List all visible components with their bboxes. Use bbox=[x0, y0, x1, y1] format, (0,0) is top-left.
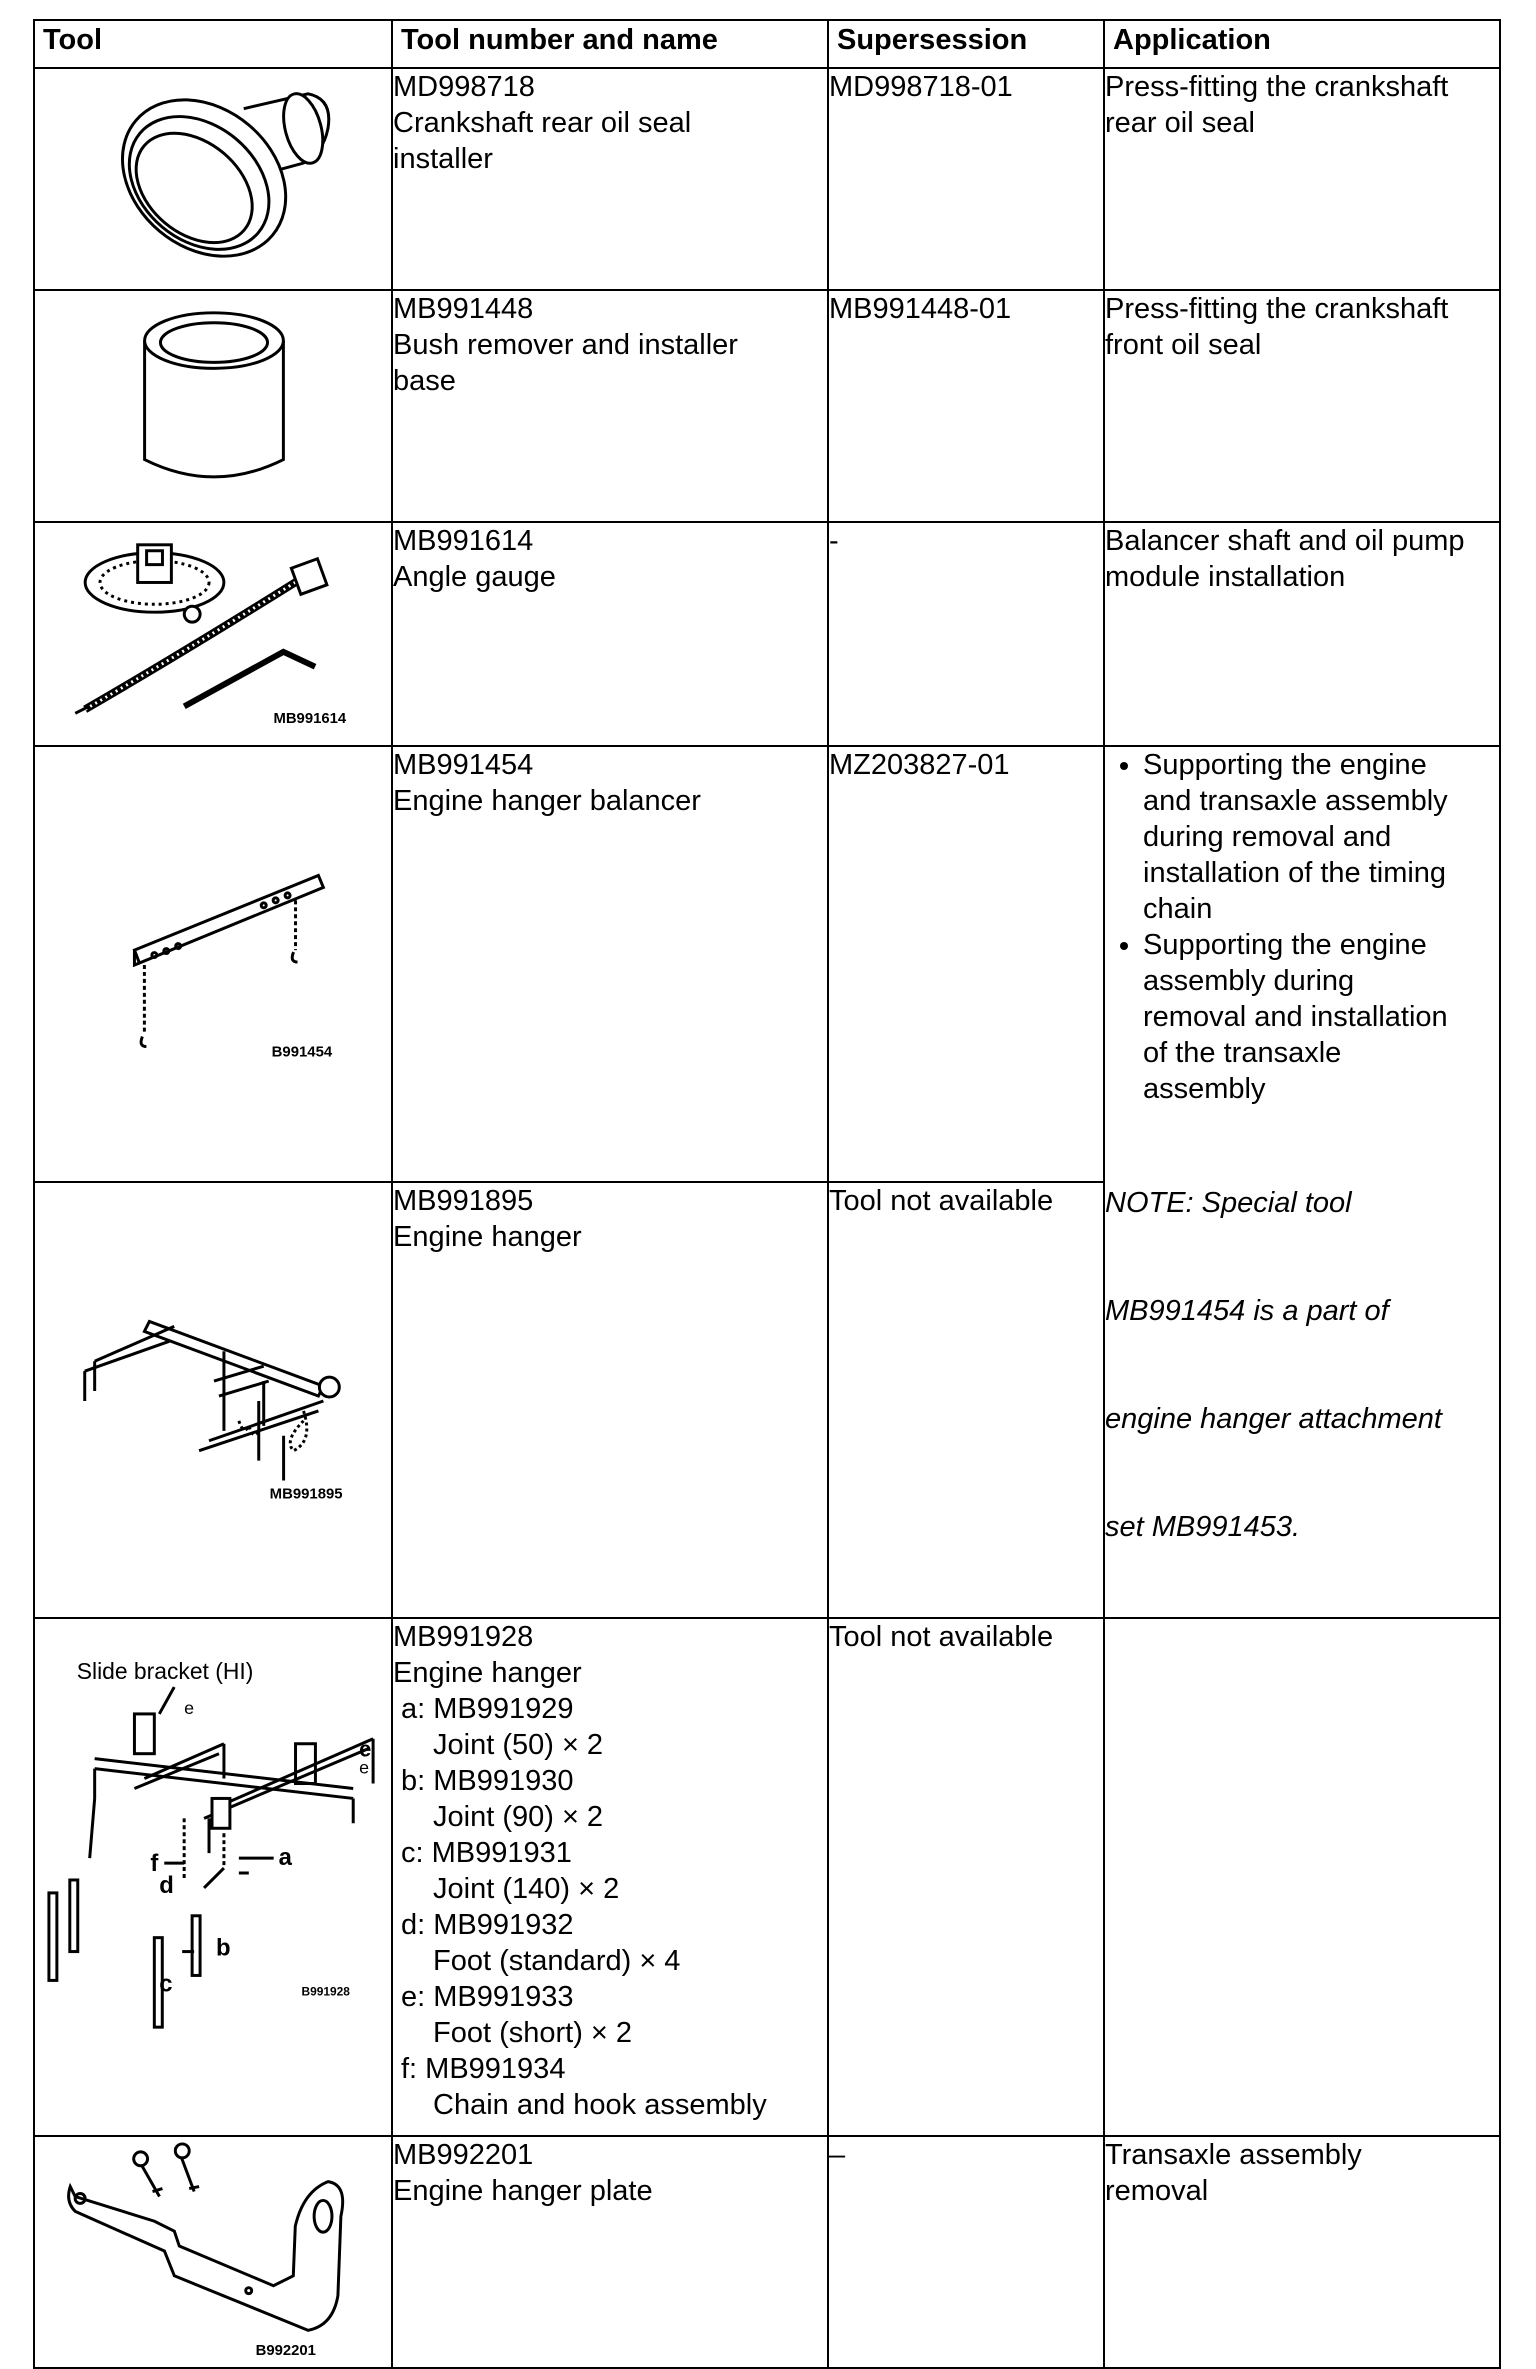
header-application: Application bbox=[1104, 20, 1500, 68]
tool-number: MB991928 bbox=[393, 1621, 534, 1653]
header-tool-number-and-name: Tool number and name bbox=[392, 20, 828, 68]
supersession-value: - bbox=[829, 525, 839, 557]
tool-name-line: Engine hanger plate bbox=[393, 2175, 653, 2207]
supersession-value: Tool not available bbox=[829, 1621, 1054, 1653]
application-cell-empty bbox=[1104, 1618, 1500, 2136]
tool-name-line: Engine hanger bbox=[393, 1221, 582, 1253]
angle-gauge-illustration bbox=[35, 523, 391, 745]
tool-number-and-name-cell bbox=[392, 746, 828, 1182]
supersession-cell bbox=[828, 68, 1104, 290]
part-desc: Foot (short) × 2 bbox=[433, 2017, 633, 2049]
illustration-label: MB991614 bbox=[273, 711, 347, 728]
callout-f: f bbox=[150, 1850, 159, 1878]
application-bullet: • Supporting the engine assembly during removal and installation of the transaxle assembly bbox=[1143, 927, 1499, 1107]
table-row bbox=[34, 746, 1500, 1182]
supersession-value: MD998718-01 bbox=[829, 71, 1013, 103]
part-desc: Joint (90) × 2 bbox=[433, 1801, 604, 1833]
slide-bracket-label: Slide bracket (HI) bbox=[76, 1658, 254, 1685]
part-code: a: MB991929 bbox=[401, 1693, 574, 1725]
application-line: Balancer shaft and oil pump bbox=[1105, 525, 1465, 557]
oil-seal-installer-illustration bbox=[35, 69, 391, 289]
table-row bbox=[34, 68, 1500, 290]
table-row bbox=[34, 290, 1500, 522]
tool-illustration-cell bbox=[34, 746, 392, 1182]
callout-c: c bbox=[159, 1970, 173, 1998]
application-note: NOTE: Special tool MB991454 is a part of engine hanger attachment set MB991453. bbox=[1105, 1187, 1442, 1543]
tool-number: MB991454 bbox=[393, 749, 534, 781]
supersession-value: MZ203827-01 bbox=[829, 749, 1010, 781]
callout-b: b bbox=[215, 1934, 231, 1962]
tool-illustration-cell bbox=[34, 1182, 392, 1618]
header-tool: Tool bbox=[34, 20, 392, 68]
tool-illustration-cell bbox=[34, 290, 392, 522]
part-desc: Joint (140) × 2 bbox=[433, 1873, 620, 1905]
tool-name-line: Crankshaft rear oil seal bbox=[393, 107, 692, 139]
engine-hanger-balancer-illustration bbox=[35, 747, 391, 1181]
tool-name-line: base bbox=[393, 365, 456, 397]
supersession-value: – bbox=[829, 2139, 846, 2171]
application-cell-shared bbox=[1104, 746, 1500, 1618]
application-line: Transaxle assembly bbox=[1105, 2139, 1362, 2171]
supersession-value: Tool not available bbox=[829, 1185, 1054, 1217]
application-bullets bbox=[1105, 747, 1499, 1107]
header-row bbox=[34, 20, 1500, 68]
supersession-cell bbox=[828, 1182, 1104, 1618]
part-code: d: MB991932 bbox=[401, 1909, 574, 1941]
tool-illustration-cell bbox=[34, 1618, 392, 2136]
tool-number-and-name-cell bbox=[392, 290, 828, 522]
illustration-label: B991454 bbox=[271, 1044, 333, 1061]
application-line: Press-fitting the crankshaft bbox=[1105, 293, 1449, 325]
part-desc: Chain and hook assembly bbox=[433, 2089, 767, 2121]
illustration-label: B992201 bbox=[255, 2343, 316, 2360]
tool-illustration-cell bbox=[34, 522, 392, 746]
supersession-cell bbox=[828, 522, 1104, 746]
supersession-cell bbox=[828, 290, 1104, 522]
part-desc: Joint (50) × 2 bbox=[433, 1729, 604, 1761]
callout-e: e bbox=[359, 1736, 372, 1762]
part-code: b: MB991930 bbox=[401, 1765, 574, 1797]
callout-e: e bbox=[184, 1697, 195, 1718]
tool-number-and-name-cell bbox=[392, 1182, 828, 1618]
tool-name-line: installer bbox=[393, 143, 493, 175]
tool-number: MD998718 bbox=[393, 71, 535, 103]
table-row bbox=[34, 1618, 1500, 2136]
supersession-cell bbox=[828, 2136, 1104, 2368]
tool-number-and-name-cell bbox=[392, 522, 828, 746]
application-cell bbox=[1104, 522, 1500, 746]
application-line: module installation bbox=[1105, 561, 1346, 593]
application-cell bbox=[1104, 290, 1500, 522]
application-cell bbox=[1104, 68, 1500, 290]
supersession-cell bbox=[828, 1618, 1104, 2136]
application-bullet: • Supporting the engine and transaxle assembly during removal and installation of the timing chain bbox=[1143, 747, 1499, 927]
tool-number: MB991448 bbox=[393, 293, 534, 325]
callout-a: a bbox=[278, 1844, 292, 1872]
supersession-value: MB991448-01 bbox=[829, 293, 1012, 325]
application-line: removal bbox=[1105, 2175, 1209, 2207]
application-line: rear oil seal bbox=[1105, 107, 1255, 139]
engine-hanger-plate-illustration bbox=[35, 2137, 391, 2367]
supersession-cell bbox=[828, 746, 1104, 1182]
part-code: e: MB991933 bbox=[401, 1981, 574, 2013]
tool-number-and-name-cell bbox=[392, 2136, 828, 2368]
application-line: front oil seal bbox=[1105, 329, 1262, 361]
part-code: c: MB991931 bbox=[401, 1837, 572, 1869]
tool-number: MB992201 bbox=[393, 2139, 534, 2171]
application-line: Press-fitting the crankshaft bbox=[1105, 71, 1449, 103]
tool-number: MB991895 bbox=[393, 1185, 534, 1217]
special-tools-table bbox=[33, 19, 1501, 2369]
illustration-label: MB991895 bbox=[269, 1486, 343, 1503]
tool-number: MB991614 bbox=[393, 525, 534, 557]
part-code: f: MB991934 bbox=[401, 2053, 566, 2085]
engine-hanger-illustration bbox=[35, 1183, 391, 1617]
tool-name-line: Bush remover and installer bbox=[393, 329, 738, 361]
tool-name-line: Angle gauge bbox=[393, 561, 556, 593]
engine-hanger-kit-illustration bbox=[35, 1619, 391, 2135]
application-cell bbox=[1104, 2136, 1500, 2368]
tool-illustration-cell bbox=[34, 2136, 392, 2368]
bush-installer-base-illustration bbox=[35, 291, 391, 521]
illustration-label: B991928 bbox=[301, 1984, 350, 1999]
tool-name-line: Engine hanger balancer bbox=[393, 785, 701, 817]
tool-illustration-cell bbox=[34, 68, 392, 290]
tool-name-line: Engine hanger bbox=[393, 1657, 582, 1689]
callout-d: d bbox=[159, 1871, 174, 1899]
tool-number-and-name-cell bbox=[392, 68, 828, 290]
table-row bbox=[34, 522, 1500, 746]
header-supersession: Supersession bbox=[828, 20, 1104, 68]
callout-e: e bbox=[359, 1757, 370, 1778]
part-desc: Foot (standard) × 4 bbox=[433, 1945, 681, 1977]
tool-number-and-name-cell bbox=[392, 1618, 828, 2136]
table-row bbox=[34, 2136, 1500, 2368]
